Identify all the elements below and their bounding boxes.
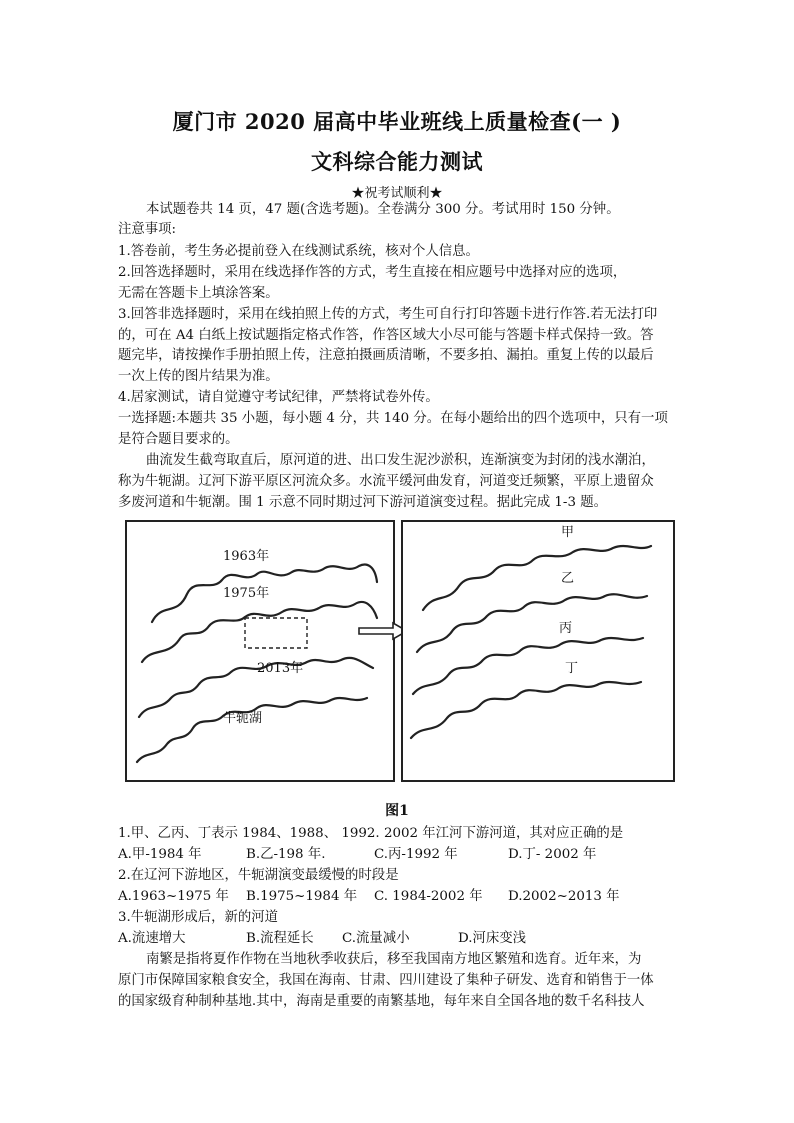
left-map: [127, 522, 393, 780]
note-line: 3.回答非选择题时，采用在线拍照上传的方式，考生可自行打印答题卡进行作答.若无法打印: [118, 307, 658, 322]
question-option: D.丁- 2002 年: [508, 847, 597, 862]
note-line: 4.居家测试，请自觉遵守考试纪律，严禁将试卷外传。: [118, 390, 439, 405]
motto: ★祝考试顺利★: [351, 186, 443, 201]
question-option: C. 1984-2002 年: [374, 889, 483, 904]
note-line: 题完毕，请按操作手册拍照上传，注意拍摄画质清晰，不要多拍、漏拍。重复上传的以最后: [118, 348, 654, 363]
label-jia: 甲: [561, 525, 575, 540]
page-subtitle: 文科综合能力测试: [311, 149, 483, 174]
notes-heading: 注意事项:: [118, 222, 177, 237]
question-option: B.流程延长: [246, 931, 314, 946]
passage-line: 曲流发生截弯取直后，原河道的进、出口发生泥沙淤积，连渐演变为封闭的浅水潮泊，: [146, 453, 655, 468]
passage-line: 的国家级育种制种基地.其中，海南是重要的南繁基地，每年来自全国各地的数千名科技人: [118, 994, 645, 1009]
passage-line: 南繁是指将夏作作物在当地秋季收获后，移至我国南方地区繁殖和选育。近年来，为: [146, 952, 642, 967]
passage-line: 多废河道和牛轭潮。围 1 示意不同时期过河下游河道演变过程。据此完成 1-3 题。: [118, 495, 607, 510]
figure-left-panel: [125, 520, 395, 782]
question-option: A.1963~1975 年: [118, 889, 229, 904]
question-option: B.乙-198 年.: [246, 847, 326, 862]
note-line: 的，可在 A4 白纸上按试题指定格式作答，作答区域大小尽可能与答题卡样式保持一致。答: [118, 328, 654, 343]
question-stem: 3.牛轭湖形成后，新的河道: [118, 910, 279, 925]
question-option: D.河床变浅: [458, 931, 527, 946]
label-1963: 1963年: [223, 549, 270, 564]
section-heading: 一选择题:本题共 35 小题，每小题 4 分，共 140 分。在每小题给出的四个选项中，只有一项: [118, 411, 668, 426]
figure-caption: 图1: [385, 803, 409, 819]
label-1975: 1975年: [223, 586, 270, 601]
label-bing: 丙: [559, 621, 573, 636]
right-map: [403, 522, 673, 780]
label-oxbow-lake: 牛轭湖: [223, 711, 263, 726]
note-line: 2.回答选择题时，采用在线选择作答的方式，考生直接在相应题号中选择对应的选项，: [118, 265, 627, 280]
page-title: 厦门市 2020 届高中毕业班线上质量检查(一 ): [172, 109, 622, 134]
intro-text: 本试题卷共 14 页，47 题(含选考题)。全卷满分 300 分。考试用时 150 分钟。: [146, 202, 620, 217]
passage-line: 原门市保障国家粮食安全，我国在海南、甘肃、四川建设了集种子研发、选育和销售于一体: [118, 973, 654, 988]
question-option: C.丙-1992 年: [374, 847, 458, 862]
label-2013: 2013年: [257, 661, 304, 676]
figure-right-panel: [401, 520, 675, 782]
question-stem: 2.在辽河下游地区，牛轭湖演变最缓慢的时段是: [118, 868, 399, 883]
river-evolution-figure: [125, 520, 677, 782]
label-yi: 乙: [561, 571, 575, 586]
label-ding: 丁: [565, 661, 579, 676]
question-stem: 1.甲、乙丙、丁表示 1984、1988、 1992. 2002 年江河下游河道，其对应正确的是: [118, 826, 624, 841]
question-option: D.2002~2013 年: [508, 889, 620, 904]
section-heading: 是符合题目要求的。: [118, 432, 239, 447]
passage-line: 称为牛轭湖。辽河下游平原区河流众多。水流平缓河曲发育，河道变迁频繁，平原上遗留众: [118, 474, 654, 489]
question-option: C.流量减小: [342, 931, 410, 946]
question-option: A.流速增大: [118, 931, 186, 946]
question-option: A.甲-1984 年: [118, 847, 202, 862]
note-line: 一次上传的图片结果为准。: [118, 369, 279, 384]
note-line: 1.答卷前，考生务必提前登入在线测试系统，核对个人信息。: [118, 244, 479, 259]
note-line: 无需在答题卡上填涂答案。: [118, 286, 279, 301]
question-option: B.1975~1984 年: [246, 889, 358, 904]
